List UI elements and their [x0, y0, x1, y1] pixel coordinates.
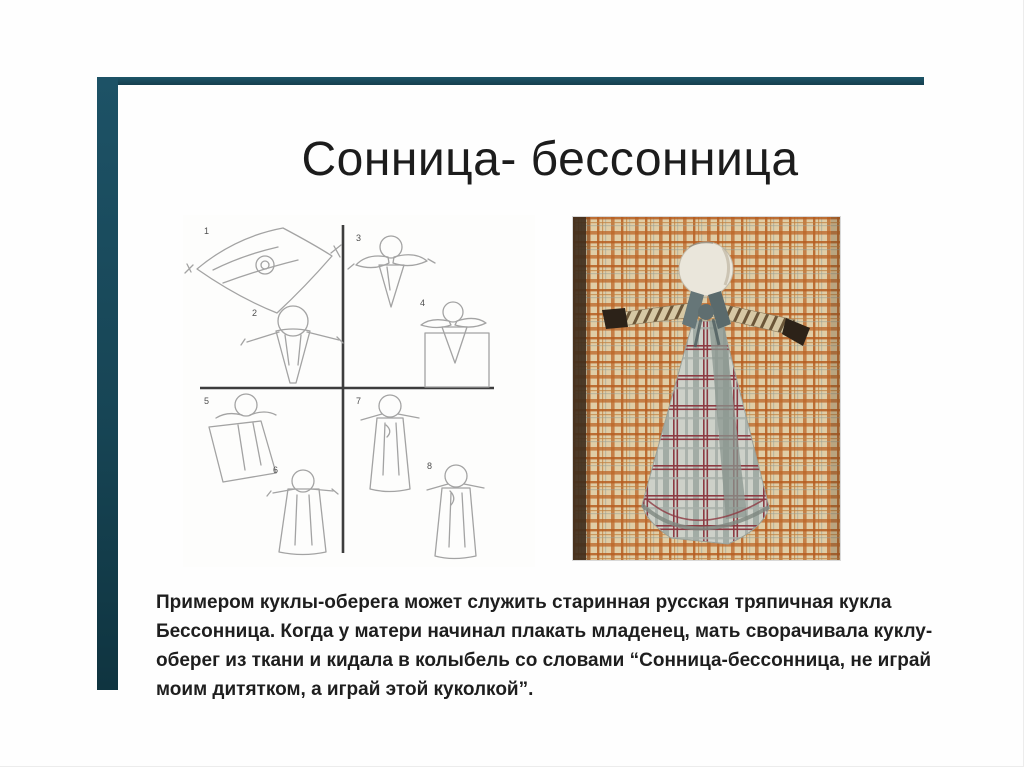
doll-photo-image	[573, 217, 840, 560]
step-sketch-1	[185, 228, 341, 313]
step-sketch-4	[421, 302, 489, 387]
step-number-2: 2	[252, 308, 258, 318]
step-sketch-3	[348, 233, 435, 307]
diagram-divider-cross	[200, 225, 494, 553]
step-number-4: 4	[420, 298, 426, 308]
body-line: оберег из ткани и кидала в колыбель со словами “Сонница-бессонница, не играй	[156, 650, 932, 671]
folding-diagram-image	[183, 215, 535, 567]
step-number-7: 7	[356, 396, 362, 406]
frame-top-line	[97, 77, 924, 85]
photo-shadow-right	[831, 217, 840, 560]
step-number-5: 5	[204, 396, 210, 406]
body-text	[156, 588, 936, 704]
slide-title: Сонница- бессонница	[301, 133, 799, 187]
step-sketch-7	[361, 395, 419, 492]
step-sketch-8	[427, 465, 484, 559]
doll-scarf-knot	[698, 304, 714, 320]
doll-photo	[572, 216, 841, 561]
step-number-3: 3	[356, 233, 362, 243]
step-number-8: 8	[427, 461, 433, 471]
body-line: Бессонница. Когда у матери начинал плакать младенец, мать сворачивала куклу-	[156, 621, 933, 642]
step-sketch-5	[209, 394, 279, 482]
body-line: Примером куклы-оберега может служить старинная русская тряпичная кукла	[156, 592, 892, 613]
folding-diagram	[183, 215, 535, 567]
step-number-1: 1	[204, 226, 210, 236]
doll-hand-left	[602, 308, 628, 329]
step-sketch-6	[267, 470, 338, 555]
photo-shadow-left	[573, 217, 586, 560]
step-number-6: 6	[273, 465, 279, 475]
body-line: моим дитятком, а играй этой куколкой”.	[156, 679, 534, 700]
